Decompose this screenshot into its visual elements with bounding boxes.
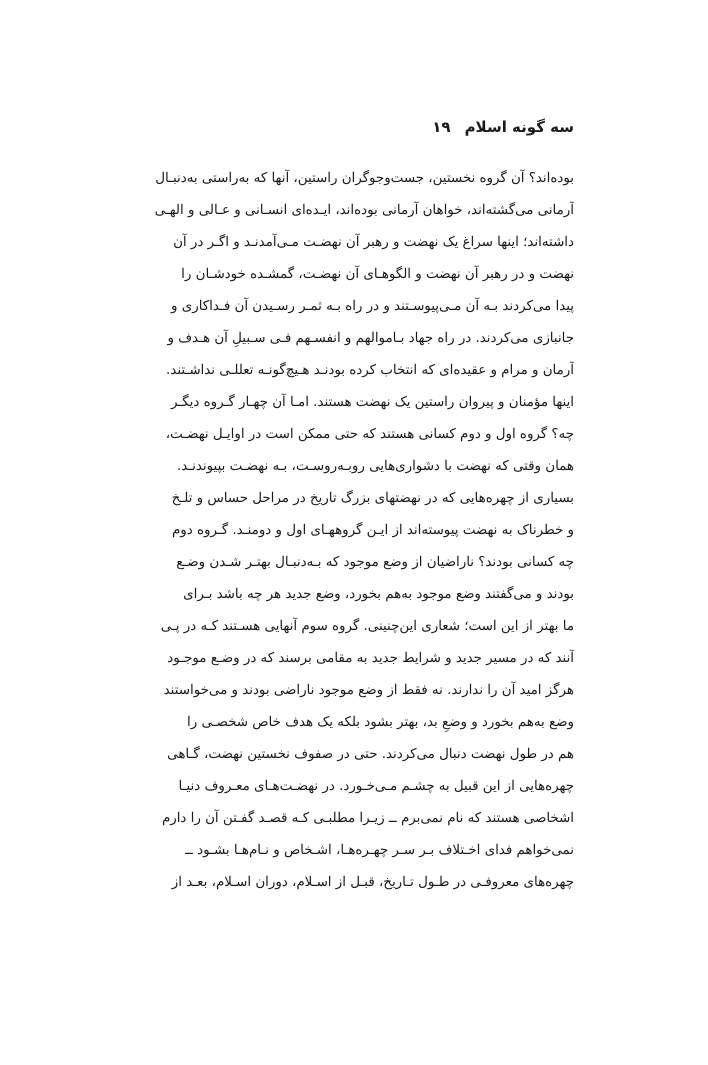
- running-header: [432, 118, 574, 136]
- text-line: آنند که در مسیر جدید و شرایط جدید به مقامی برسند که در وضـع موجـود: [167, 651, 574, 666]
- page-number: ۱۹: [432, 118, 451, 136]
- text-line: همان وقتی که نهضت با دشواری‌هایی روبـه‌روسـت، بـه نهضـت بپیوندنـد.: [176, 459, 574, 474]
- text-line: ما بهتر از این است؛ شعاری این‌چنینی. گروه سوم آنهایی هسـتند کـه در پـی: [160, 619, 574, 634]
- text-line: بسیاری از چهره‌هایی که در نهضتهای بزرگ تاریخ در مراحل حساس و تلـخ: [171, 491, 574, 506]
- text-line: آرمانی می‌گشته‌اند، خواهان آرمانی بوده‌اند، ایـده‌ای انسـانی و عـالی و الهـی: [154, 203, 574, 218]
- text-line: بوده‌اند؟ آن گروه نخستین، جست‌وجوگران راستین، آنها که به‌راستی به‌دنبـال: [155, 171, 574, 186]
- text-line: آرمان و مرام و عقیده‌ای که انتخاب کرده بودنـد هـیچ‌گونـه تعللـی نداشـتند.: [166, 363, 574, 378]
- text-line: نهضت و در رهبر آن نهضت و الگوهـای آن نهضـت، گمشـده خودشـان را: [181, 267, 574, 282]
- text-line: چه؟ گروه اول و دوم کسانی هستند که حتی ممکن است در اوایـل نهضـت،: [165, 427, 574, 442]
- book-title: سه گونه اسلام: [464, 118, 574, 136]
- text-line: اینها مؤمنان و پیروان راستین یک نهضت هستند. امـا آن چهـار گـروه دیگـر: [170, 395, 574, 410]
- text-line: داشته‌اند؛ اینها سراغ یک نهضت و رهبر آن نهضـت مـی‌آمدنـد و اگـر در آن: [173, 235, 574, 250]
- text-line: هم در طول نهضت دنبال می‌کردند. حتی در صفوف نخستین نهضت، گـاهی: [167, 747, 574, 762]
- text-line: اشخاصی هستند که نام نمی‌برم ــ زیـرا مطلبـی کـه قصـد گفـتن آن را دارم: [161, 811, 574, 826]
- text-line: بودند و می‌گفتند وضع موجود به‌هم بخورد، وضع جدید هر چه باشد بـرای: [183, 587, 574, 602]
- body-text: [134, 163, 574, 899]
- text-line: چه کسانی بودند؟ ناراضیان از وضع موجود که بـه‌دنبـال بهتـر شـدن وضـع: [176, 555, 574, 570]
- text-line: چهره‌های معروفـی در طـول تـاریخ، قبـل از اسـلام، دوران اسـلام، بعـد از: [171, 875, 574, 890]
- text-line: وضع به‌هم بخورد و وضعِ بد، بهتر بشود بلکه یک هدف خاص شخصـی را: [187, 715, 574, 730]
- text-line: و خطرناک به نهضت پیوسته‌اند از ایـن گروههـای اول و دومنـد. گـروه دوم: [172, 523, 574, 538]
- text-line: نمی‌خواهم فدای اخـتلاف بـر سـر چهـره‌هـا، اشـخاص و نـام‌هـا بشـود ــ: [185, 843, 574, 858]
- text-line: جانبازی می‌کردند. در راه جهاد بـاموالهم و انفسـهم فـی سـبیلِ آن هـدف و: [167, 331, 574, 346]
- text-line: چهره‌هایی از این قبیل به چشـم مـی‌خـورد. در نهضـت‌هـای معـروف دنیـا: [178, 779, 574, 794]
- text-line: پیدا می‌کردند بـه آن مـی‌پیوسـتند و در راه بـه ثمـر رسـیدن آن فـداکاری و: [171, 299, 574, 314]
- text-line: هرگز امید آن را ندارند. نه فقط از وضع موجود ناراضی بودند و می‌خواستند: [163, 683, 574, 698]
